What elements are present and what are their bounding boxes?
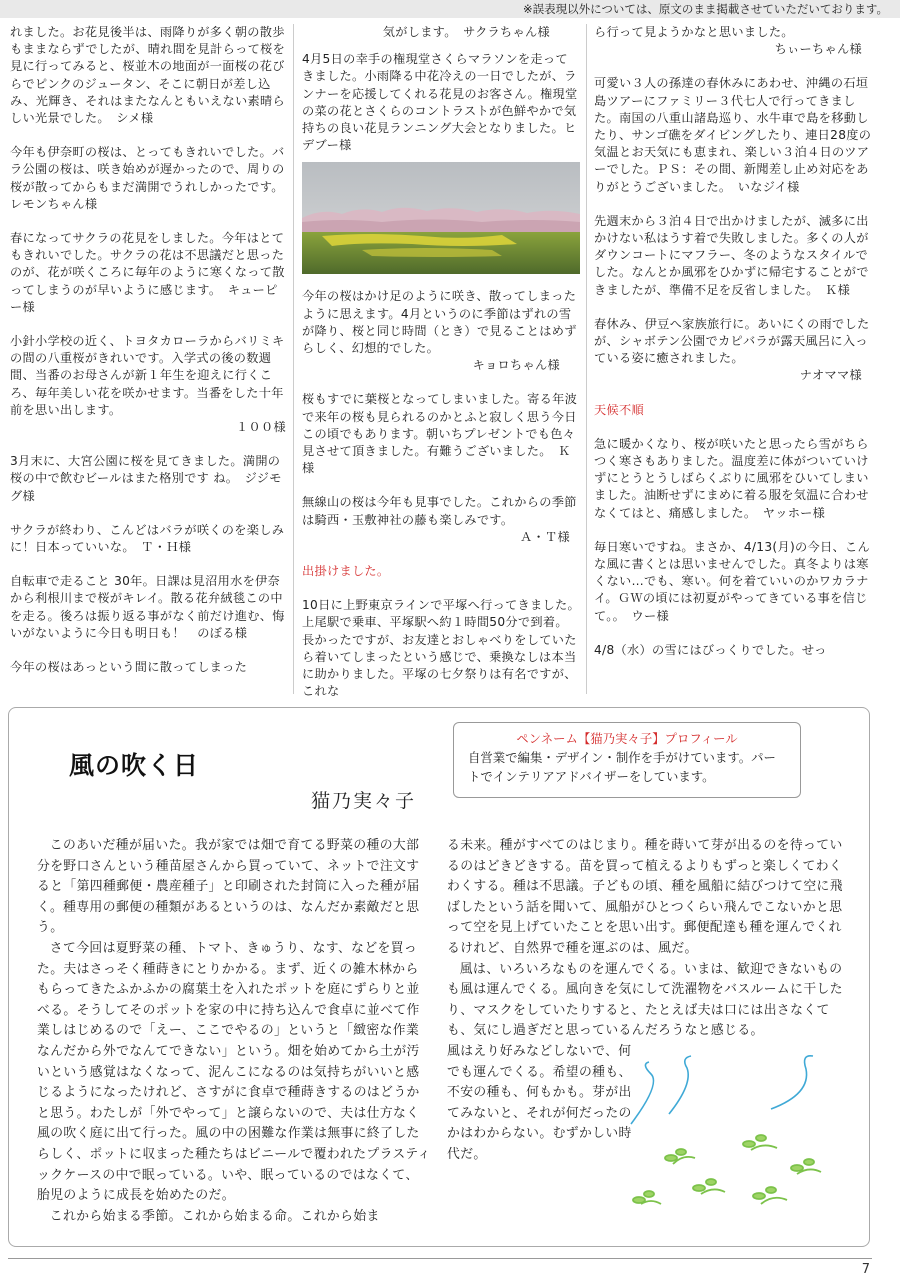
letter-signature: 気がします。 サクラちゃん様 (382, 25, 550, 39)
essay-box (8, 707, 870, 1247)
letter: 春になってサクラの花見をしました。今年はとてもきれいでした。サクラの花は不思議だと思ったのが、花が咲くころに毎年のように寒くなって散ってしまうのが早いように感じます。 キューピー様 (10, 231, 285, 314)
reader-column-3 (594, 24, 872, 696)
column-divider (293, 24, 294, 694)
sprout-icon (665, 1149, 695, 1164)
profile-text: 自営業で編集・デザイン・制作を手がけています。パートでインテリアアドバイザーをしています。 (468, 750, 776, 784)
letter-text: 今年の桜はかけ足のように咲き、散ってしまったように思えます。4月というのに季節はずれの雪が降り、桜と同じ時間（とき）で見ることはめずらしく、幻想的でした。 (302, 289, 577, 356)
letter: 今年の桜はあっという間に散ってしまった (10, 660, 248, 675)
column-divider (586, 24, 587, 694)
letter: 桜もすでに葉桜となってしまいました。寄る年波で来年の桜も見られるのかとふと寂しく思う今日この頃でもあります。朝いちプレゼントでも色々見させて頂きました。有難うございました。 Ｋ様 (302, 392, 578, 476)
essay-column-left (37, 836, 431, 1227)
letter-text: ら行って見ようかなと思いました。 (594, 25, 794, 39)
letter: 今年も伊奈町の桜は、とってもきれいでした。バラ公園の桜は、咲き始めが遅かったので、周りの桜が散ってからもまだ満開でうれしかったです。 レモンちゃん様 (10, 145, 291, 211)
letter-text: 小針小学校の近く、トヨタカローラからバリミキの間の八重桜がきれいです。入学式の後の数週間、当番のお母さんが新１年生を迎えに行くころ、毎年美しい花を咲かせます。当番をした十年前を思い出します。 (10, 334, 285, 417)
photo-blossom-shadow (302, 220, 580, 235)
letter-signature: キョロちゃん様 (472, 358, 560, 373)
letter: 10日に上野東京ラインで平塚へ行ってきました。上尾駅で乗車、平塚駅へ約１時間50分で到着。長かったですが、お友達とおしゃべりをしていたら着いてしまったという感じで、乗換なしは本当に助かりました。平塚の七夕祭りは有名ですが、これな (302, 598, 580, 699)
reader-column-1 (10, 24, 291, 696)
letter: れました。お花見後半は、雨降りが多く朝の散歩もままならずでしたが、晴れ間を見計らって桜を見に行ってみると、桜並木の地面が一面桜の花びらでピンクのジュータン、そこに朝日が差し込み、光輝き、それはまたなんともいえない素晴らしい光景でした。 シメ様 (10, 25, 286, 126)
section-heading: 出掛けました。 (302, 564, 390, 579)
essay-paragraph: 風は、いろいろなものを運んでくる。いまは、歓迎できないものも風は運んでくる。風向きを気にして洗濯物をバスルームに干したり、マスクをしていたりすると、たとえば夫は口には出さなくても、気にし過ぎだと思っているんだろうなと感じる。 (447, 961, 843, 1039)
letter: 3月末に、大宮公園に桜を見てきました。満開の桜の中で飲むビールはまた格別です ね。 ジジモグ様 (10, 454, 282, 503)
letter (10, 333, 286, 436)
essay-paragraph: 風はえり好みなどしないで、何でも運んでくる。希望の種も、不安の種も、何もかも。芽が出てみないと、それが何だったのかはわからない。むずかしい時代だ。 (447, 1043, 632, 1162)
letter: 先週末から３泊４日で出かけましたが、滅多に出かけない私はうす着で失敗しました。多くの人がダウンコートにマフラー、冬のようなスタイルでした。なんとか風邪をひかずに帰宅することができましたが、準備不足を反省しました。 Ｋ様 (594, 213, 869, 297)
essay-author: 猫乃実々子 (311, 790, 417, 812)
letter (302, 288, 580, 374)
page-number: 7 (861, 1262, 870, 1277)
letter (594, 316, 872, 385)
section-heading: 天候不順 (594, 402, 644, 417)
sprout-icon (743, 1135, 777, 1150)
sprout-icon (693, 1179, 725, 1194)
wind-sprout-illustration (621, 1054, 851, 1224)
sprout-icon (791, 1159, 821, 1174)
letter: 自転車で走ること 30年。日課は見沼用水を伊奈から利根川まで桜がキレイ。散る花弁絨毯この中を走る。後ろは振り返る事がなく前だけ進む、悔いがないように今日も明日も！ のぼる様 (10, 574, 285, 640)
author-profile-box (453, 722, 801, 798)
footer-rule (8, 1258, 872, 1259)
profile-title: ペンネーム【猫乃実々子】プロフィール (516, 731, 738, 746)
letter-signature: １００様 (236, 420, 286, 435)
letter: 毎日寒いですね。まさか、4/13(月)の今日、こんな風に書くとは思いませんでした。真冬よりは寒くない…でも、寒い。何を着ていいのかワカラナイ。ＧＷの頃には初夏がやってきている事を信じて。。 ウー様 (594, 539, 870, 623)
letter: サクラが終わり、こんどはバラが咲くのを楽しみに！日本っていいな。 Ｔ・Ｈ様 (10, 522, 285, 555)
letter-signature: ちぃーちゃん様 (774, 42, 862, 57)
cherry-blossom-photo (302, 162, 580, 274)
letter: 4月5日の幸手の権現堂さくらマラソンを走ってきました。小雨降る中花冷えの一日でしたが、ランナーを応援してくれる花見のお客さん。権現堂の菜の花とさくらのコントラストが色鮮やかで気持ちの良い花見ランニング大会となりました。ヒデブー様 (302, 52, 578, 153)
wind-line (771, 1056, 813, 1109)
essay-paragraph: る未来。種がすべてのはじまり。種を蒔いて芽が出るのを待っているのはどきどきする。苗を買って植えるよりもずっと楽しくてわくわくする。種は不思議。子どもの頃、種を風船に結びつけて空に飛ばしたという話を聞いて、風船がひとつくらい飛んでこないかと思って空を見上げていたことを思い出す。郵便配達も種を運んでくれるけれど、自然界で種を運ぶのは、風だ。 (447, 838, 843, 956)
letter-text: 春休み、伊豆へ家族旅行に。あいにくの雨でしたが、シャボテン公園でカピバラが露天風呂に入っている姿に癒されました。 (594, 316, 870, 366)
letter: 4/8（水）の雪にはびっくりでした。せっ (594, 642, 827, 657)
editorial-note: ※誤表現以外については、原文のまま掲載させていただいております。 (0, 0, 900, 18)
letter (302, 494, 580, 546)
essay-paragraph: これから始まる季節。これから始まる命。これから始ま (49, 1208, 380, 1224)
essay-title: 風の吹く日 (69, 751, 200, 780)
reader-column-2 (302, 24, 580, 699)
letter-text: 無線山の桜は今年も見事でした。これからの季節は騎西・玉敷神社の藤も楽しみです。 (302, 495, 577, 527)
wind-line (631, 1062, 654, 1124)
letter: 可愛い３人の孫達の春休みにあわせ、沖縄の石垣島ツアーにファミリー３代七人で行ってきました。南国の八重山諸島巡り、水牛車で島を移動したり、サンゴ礁をダイビングしたり、連日28度の気温とお天気にも恵まれ、楽しい３泊４日のツアーでした。ＰＳ：その間、新聞差し止め対応をありがとうございました。 いなジイ様 (594, 76, 872, 194)
essay-paragraph: このあいだ種が届いた。我が家では畑で育てる野菜の種の大部分を野口さんという種苗屋さんから買っていて、ネットで注文すると「第四種郵便・農産種子」と印刷された封筒に入った種が届く。種専用の郵便の種類があるというのは、なんだか素敵だと思う。 (37, 838, 420, 936)
essay-paragraph: さて今回は夏野菜の種、トマト、きゅうり、なす、などを買った。夫はさっそく種蒔きにとりかかる。まず、近くの雑木林からもらってきたふかふかの腐葉土を入れたポットを庭にずらりと並べる。そうしてそのポットを家の中に持ち込んで食卓に並べて作業しはじめるので「えー、ここでやるの」というと「緻密な作業なんだから外でなんてできない」という。畑を始めてから土が汚いという感覚はなくなって、泥んこになるのは気持ちがいいと感じるようになったけれど、さすがに食卓で種蒔きするのはどうかと思う。わたしが「外でやって」と譲らないので、夫は仕方なく風の吹く庭に出て行った。風の中の困難な作業は無事に終了したらしく、ポットに収まった種たちはビニールで覆われたプラスティックケースの中で眠っている。いや、眠っているのではなくて、胎児のように成長を始めたのだ。 (37, 940, 431, 1204)
letter-signature: Ａ・Ｔ様 (520, 529, 570, 544)
sprout-icon (753, 1187, 787, 1204)
letter: 急に暖かくなり、桜が咲いたと思ったら雪がちらつく寒さもありました。温度差に体がついていけずにとうとうしばらくぶりに風邪をひいてしまいました。油断せずにまめに着る服を気温に合わせなくてはと、痛感しました。 ヤッホー様 (594, 436, 869, 520)
sprout-icon (633, 1191, 661, 1204)
wind-line (669, 1056, 691, 1114)
letter-signature: ナオママ様 (799, 368, 862, 383)
